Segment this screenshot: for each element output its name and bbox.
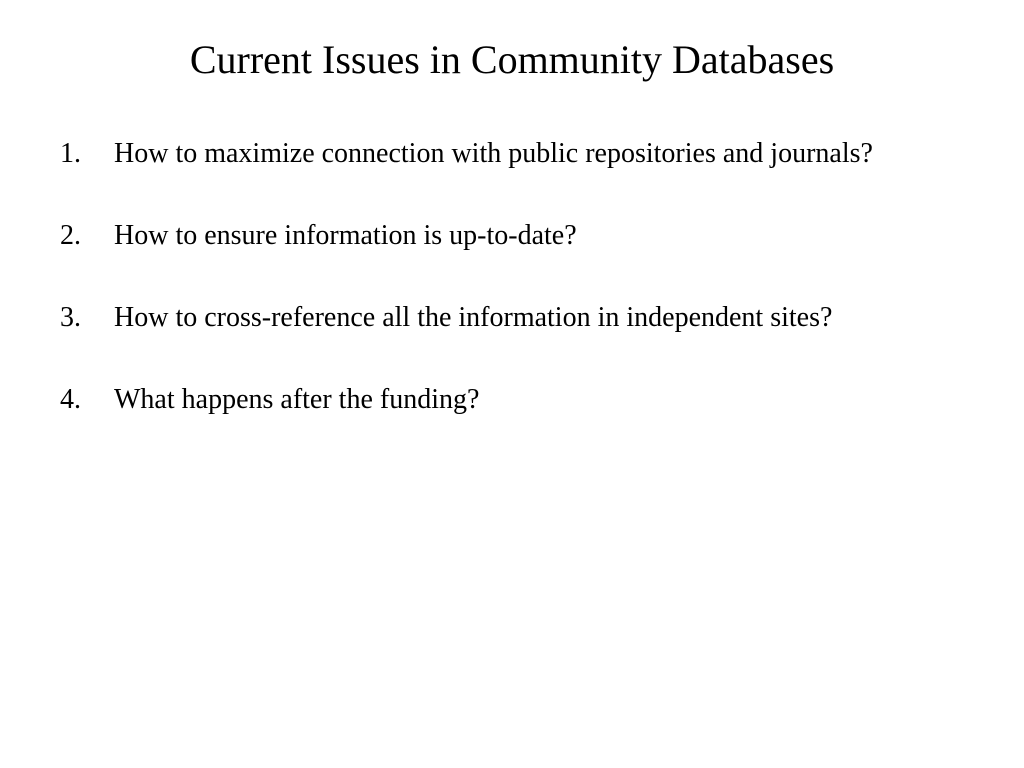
list-item-text: How to maximize connection with public repositories and journals?: [114, 138, 873, 169]
list-item-text: How to cross-reference all the information in independent sites?: [114, 302, 833, 333]
list-item-number: 4.: [60, 384, 81, 415]
list-item: [60, 216, 940, 256]
list-item-number: 3.: [60, 302, 81, 333]
list-item: [60, 134, 940, 174]
list-item: [60, 298, 940, 338]
list-item-text: How to ensure information is up-to-date?: [114, 220, 577, 251]
issue-list: [60, 134, 940, 462]
list-item-number: 1.: [60, 138, 81, 169]
slide-title: Current Issues in Community Databases: [189, 37, 835, 82]
list-item-number: 2.: [60, 220, 81, 251]
list-item-text: What happens after the funding?: [114, 384, 480, 415]
list-item: [60, 380, 940, 420]
